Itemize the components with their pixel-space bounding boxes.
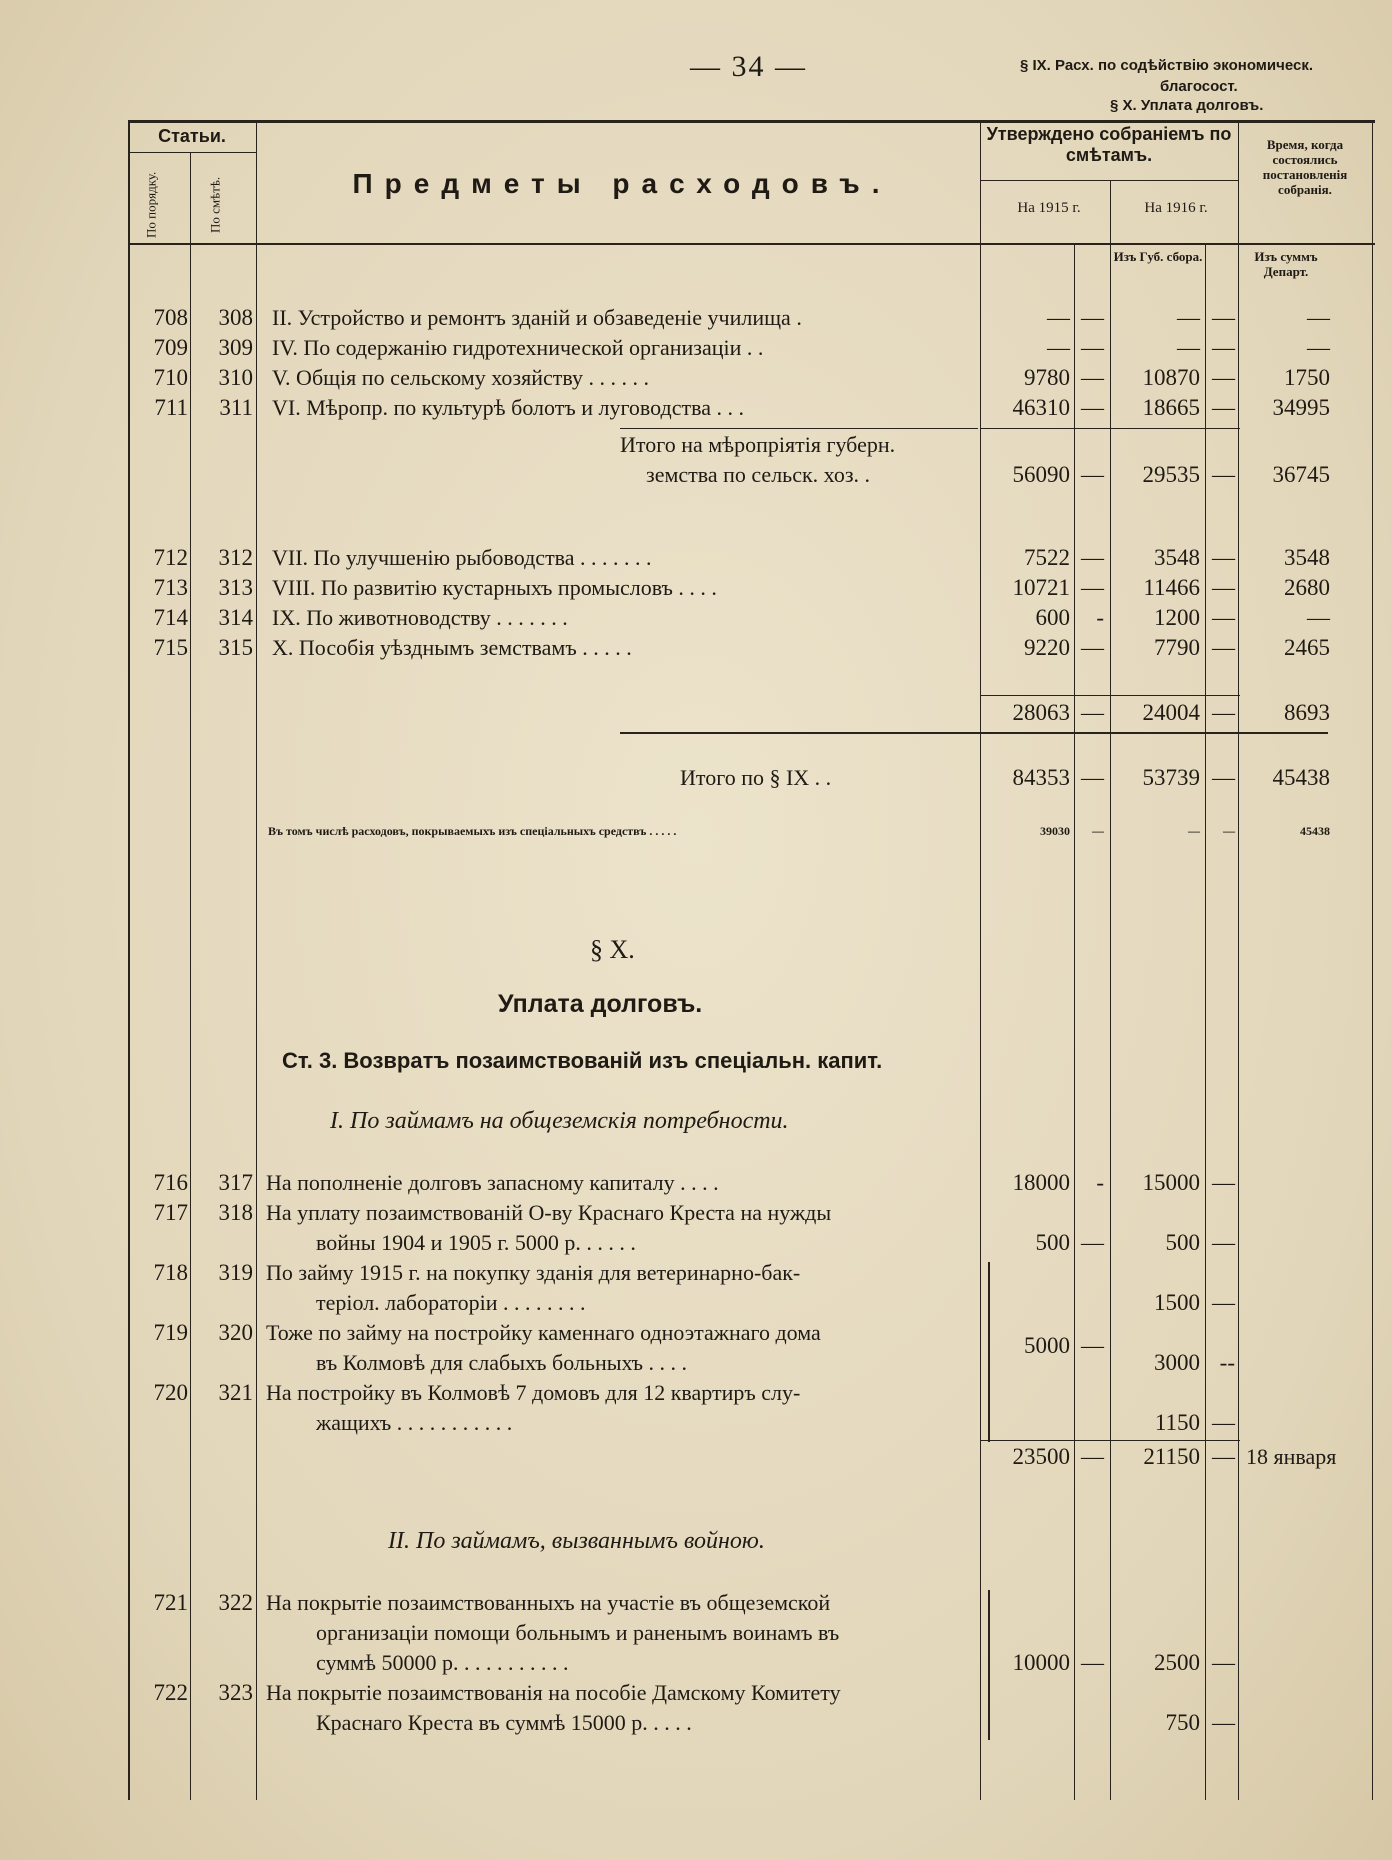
dash-2: — xyxy=(1212,1410,1235,1435)
subtotal2-bottom-rule-values xyxy=(980,732,1328,734)
estimate-number: 308 xyxy=(218,305,253,330)
value-depart: — xyxy=(1307,335,1330,360)
row-text-line: На пополненіе долговъ запасному капиталу . . . . xyxy=(266,1170,719,1195)
dash-1: — xyxy=(1081,700,1104,725)
iz-summ-depart-heading: Изъ суммъ Департ. xyxy=(1254,249,1318,279)
stati-sub-rule xyxy=(128,152,256,153)
brace-rule-1 xyxy=(988,1262,990,1442)
col-rule-smete xyxy=(256,120,257,1800)
value-1915: 600 xyxy=(1035,605,1070,630)
dash-1: — xyxy=(1081,1230,1104,1255)
dash-2: — xyxy=(1212,1230,1235,1255)
subsection-heading-2: II. По займамъ, вызваннымъ войною. xyxy=(388,1528,765,1554)
vremya-heading: Время, когда состоялись постановленія собранія. xyxy=(1262,137,1348,197)
value-1915: 84353 xyxy=(1012,765,1070,790)
value-depart: 1750 xyxy=(1284,365,1330,390)
year-1916-heading: На 1916 г. xyxy=(1144,200,1208,216)
estimate-number: 319 xyxy=(218,1260,253,1285)
section-title: Уплата долговъ. xyxy=(498,990,703,1018)
row-text-line: По займу 1915 г. на покупку зданія для ветеринарно-бак- xyxy=(266,1260,801,1285)
dash-2: — xyxy=(1212,1290,1235,1315)
col-rule-poryadku xyxy=(190,152,191,1800)
row-text-line: Тоже по займу на постройку каменнаго одноэтажнаго дома xyxy=(266,1320,821,1345)
dash-2: — xyxy=(1212,605,1235,630)
dash-2: — xyxy=(1212,700,1235,725)
dash-2: — xyxy=(1212,635,1235,660)
value-1916: 53739 xyxy=(1142,765,1200,790)
value-1915: 23500 xyxy=(1012,1444,1070,1469)
row-text: V. Общія по сельскому хозяйству . . . . . . xyxy=(272,365,649,390)
value-1916: 2500 xyxy=(1154,1650,1200,1675)
value-1916: 1500 xyxy=(1154,1290,1200,1315)
col-rule-1916 xyxy=(1238,120,1239,1800)
dash-2: — xyxy=(1212,575,1235,600)
utverzhdeno-heading: Утверждено собраніемъ по смѣтамъ. xyxy=(986,124,1232,165)
po-smete-heading: По смѣтѣ. xyxy=(207,176,223,234)
predmety-heading: Предметы расходовъ. xyxy=(352,168,892,199)
value-1916: 7790 xyxy=(1154,635,1200,660)
dash-2: — xyxy=(1212,1650,1235,1675)
dash-2: — xyxy=(1212,395,1235,420)
row-text-line: На уплату позаимствованій О-ву Краснаго Креста на нужды xyxy=(266,1200,832,1225)
subsection-heading-1: I. По займамъ на общеземскія потребности. xyxy=(330,1108,789,1134)
col-rule-1915 xyxy=(1110,180,1111,1800)
row-text-line: жащихъ . . . . . . . . . . . xyxy=(316,1410,513,1435)
dash-2: — xyxy=(1212,365,1235,390)
value-depart: — xyxy=(1307,605,1330,630)
year-1915-heading: На 1915 г. xyxy=(1017,200,1081,216)
dash-1: — xyxy=(1081,635,1104,660)
row-number: 711 xyxy=(154,395,188,420)
value-depart: 34995 xyxy=(1272,395,1330,420)
dash-2: — xyxy=(1212,545,1235,570)
utv-sub-rule xyxy=(980,180,1238,181)
decision-date: 18 января xyxy=(1246,1444,1337,1469)
value-1916: — xyxy=(1188,824,1200,838)
value-1916: 29535 xyxy=(1142,462,1200,487)
row-text: IX. По животноводству . . . . . . . xyxy=(272,605,568,630)
value-1915: — xyxy=(1047,305,1070,330)
value-1915: 500 xyxy=(1035,1230,1070,1255)
dash-1: — xyxy=(1081,462,1104,487)
dash-1: — xyxy=(1081,1650,1104,1675)
value-1915: 7522 xyxy=(1024,545,1070,570)
po-poryadku-heading: По порядку. xyxy=(143,171,159,239)
value-1916: 15000 xyxy=(1142,1170,1200,1195)
estimate-number: 312 xyxy=(218,545,253,570)
subtotal-label-line-1: Итого на мѣропріятія губерн. xyxy=(620,432,896,457)
dash-2: — xyxy=(1212,1444,1235,1469)
estimate-number: 322 xyxy=(218,1590,253,1615)
row-text: II. Устройство и ремонтъ зданій и обзаведеніе училища . xyxy=(272,305,802,330)
row-text-line: теріол. лабораторіи . . . . . . . . xyxy=(316,1290,586,1315)
row-text-line: Краснаго Креста въ суммѣ 15000 р. . . . . xyxy=(316,1710,692,1735)
brace-rule-2 xyxy=(988,1590,990,1740)
dash-col-rule-2 xyxy=(1205,245,1206,1800)
row-text-line: войны 1904 и 1905 г. 5000 р. . . . . . xyxy=(316,1230,636,1255)
running-header-line-1: § IX. Расх. по содѣйствію экономическ. xyxy=(1020,57,1313,74)
value-1916: 3000 xyxy=(1154,1350,1200,1375)
dash-2: — xyxy=(1212,765,1235,790)
article-heading: Ст. 3. Возвратъ позаимствованій изъ спеціальн. капит. xyxy=(282,1048,883,1073)
dash-2: — xyxy=(1212,305,1235,330)
row-number: 717 xyxy=(153,1200,188,1225)
dash-2: — xyxy=(1212,1170,1235,1195)
dash-2: -- xyxy=(1219,1350,1235,1375)
value-depart: 3548 xyxy=(1284,545,1330,570)
row-number: 714 xyxy=(153,605,188,630)
row-number: 718 xyxy=(153,1260,188,1285)
row-text: IV. По содержанію гидротехнической организаціи . . xyxy=(272,335,764,360)
value-depart: 45438 xyxy=(1300,824,1330,838)
value-1915: 10000 xyxy=(1012,1650,1070,1675)
iz-gub-sbora-heading: Изъ Губ. сбора. xyxy=(1113,249,1203,264)
estimate-number: 309 xyxy=(218,335,253,360)
value-1916: — xyxy=(1177,335,1200,360)
value-1915: 10721 xyxy=(1012,575,1070,600)
value-depart: 36745 xyxy=(1272,462,1330,487)
estimate-number: 315 xyxy=(218,635,253,660)
row-number: 722 xyxy=(153,1680,188,1705)
row-text-line: организаціи помощи больнымъ и раненымъ воинамъ въ xyxy=(316,1620,840,1645)
value-1915: — xyxy=(1047,335,1070,360)
dash-2: — xyxy=(1212,335,1235,360)
dash-1: - xyxy=(1096,1170,1104,1195)
stati-heading: Статьи. xyxy=(158,126,226,146)
value-depart: 8693 xyxy=(1284,700,1330,725)
running-header-line-3: § X. Уплата долговъ. xyxy=(1110,97,1264,114)
row-text-line: На покрытіе позаимствованныхъ на участіе въ общеземской xyxy=(266,1590,831,1615)
value-depart: 45438 xyxy=(1272,765,1330,790)
estimate-number: 310 xyxy=(218,365,253,390)
row-text-line: На постройку въ Колмовѣ 7 домовъ для 12 квартиръ слу- xyxy=(266,1380,801,1405)
row-number: 720 xyxy=(153,1380,188,1405)
special-funds-label: Въ томъ числѣ расходовъ, покрываемыхъ изъ спеціальныхъ средствъ . . . . . xyxy=(268,824,677,838)
value-1916: 21150 xyxy=(1143,1444,1200,1469)
row-text-line: На покрытіе позаимствованія на пособіе Дамскому Комитету xyxy=(266,1680,841,1705)
value-1916: 750 xyxy=(1165,1710,1200,1735)
row-number: 721 xyxy=(153,1590,188,1615)
value-1916: 11466 xyxy=(1143,575,1200,600)
row-text: X. Пособія уѣзднымъ земствамъ . . . . . xyxy=(272,635,632,660)
row-number: 710 xyxy=(153,365,188,390)
subtotal2-top-rule xyxy=(980,695,1240,696)
subtotal-label-line-2: земства по сельск. хоз. . xyxy=(646,462,871,487)
subtotal-rule-values xyxy=(980,428,1240,429)
table-head-rule xyxy=(128,243,1375,245)
running-header-line-2: благосост. xyxy=(1160,78,1238,95)
row-number: 713 xyxy=(153,575,188,600)
estimate-number: 314 xyxy=(218,605,253,630)
dash-1: — xyxy=(1081,305,1104,330)
dash-2: — xyxy=(1212,1710,1235,1735)
row-number: 715 xyxy=(153,635,188,660)
dash-2: — xyxy=(1212,462,1235,487)
value-1915: 39030 xyxy=(1040,824,1070,838)
value-1916: 18665 xyxy=(1142,395,1200,420)
table-right-rule xyxy=(1372,120,1373,1800)
dash-col-rule-1 xyxy=(1074,245,1075,1800)
row-text: VII. По улучшенію рыбоводства . . . . . . . xyxy=(272,545,652,570)
total-x1-top-rule xyxy=(980,1440,1240,1441)
estimate-number: 323 xyxy=(218,1680,253,1705)
row-text: VIII. По развитію кустарныхъ промысловъ . . . . xyxy=(272,575,717,600)
dash-1: — xyxy=(1081,395,1104,420)
table-top-rule xyxy=(128,120,1375,123)
row-number: 712 xyxy=(153,545,188,570)
value-1916: 500 xyxy=(1165,1230,1200,1255)
value-depart: 2680 xyxy=(1284,575,1330,600)
value-1916: 3548 xyxy=(1154,545,1200,570)
value-1916: 1200 xyxy=(1154,605,1200,630)
value-1915: 28063 xyxy=(1012,700,1070,725)
dash-1: — xyxy=(1081,365,1104,390)
value-1915: 9780 xyxy=(1024,365,1070,390)
value-1915: 9220 xyxy=(1024,635,1070,660)
row-number: 708 xyxy=(153,305,188,330)
value-1915: 5000 xyxy=(1024,1333,1070,1358)
row-number: 716 xyxy=(153,1170,188,1195)
subtotal-rule xyxy=(620,428,978,429)
value-1915: 46310 xyxy=(1012,395,1070,420)
estimate-number: 311 xyxy=(219,395,253,420)
value-depart: 2465 xyxy=(1284,635,1330,660)
dash-1: — xyxy=(1081,545,1104,570)
subtotal2-bottom-rule xyxy=(620,732,980,734)
value-depart: — xyxy=(1307,305,1330,330)
dash-1: — xyxy=(1081,1333,1104,1358)
dash-1: — xyxy=(1081,335,1104,360)
row-number: 709 xyxy=(153,335,188,360)
estimate-number: 313 xyxy=(218,575,253,600)
value-1915: 56090 xyxy=(1012,462,1070,487)
total-label: Итого по § IX . . xyxy=(680,765,832,790)
row-text-line: суммѣ 50000 р. . . . . . . . . . . xyxy=(316,1650,569,1675)
estimate-number: 318 xyxy=(218,1200,253,1225)
col-rule-predmety xyxy=(980,120,981,1800)
row-number: 719 xyxy=(153,1320,188,1345)
estimate-number: 320 xyxy=(218,1320,253,1345)
page-number: — 34 — xyxy=(690,50,807,83)
dash-2: — xyxy=(1223,824,1235,838)
row-text: VI. Мѣропр. по культурѣ болотъ и луговодства . . . xyxy=(272,395,744,420)
value-1915: 18000 xyxy=(1012,1170,1070,1195)
estimate-number: 317 xyxy=(218,1170,253,1195)
dash-1: — xyxy=(1081,575,1104,600)
dash-1: — xyxy=(1092,824,1104,838)
estimate-number: 321 xyxy=(218,1380,253,1405)
section-sign: § X. xyxy=(590,935,635,964)
value-1916: 10870 xyxy=(1142,365,1200,390)
dash-1: — xyxy=(1081,1444,1104,1469)
row-text-line: въ Колмовѣ для слабыхъ больныхъ . . . . xyxy=(316,1350,688,1375)
value-1916: — xyxy=(1177,305,1200,330)
value-1916: 1150 xyxy=(1154,1410,1200,1435)
value-1916: 24004 xyxy=(1142,700,1200,725)
dash-1: — xyxy=(1081,765,1104,790)
dash-1: - xyxy=(1096,605,1104,630)
